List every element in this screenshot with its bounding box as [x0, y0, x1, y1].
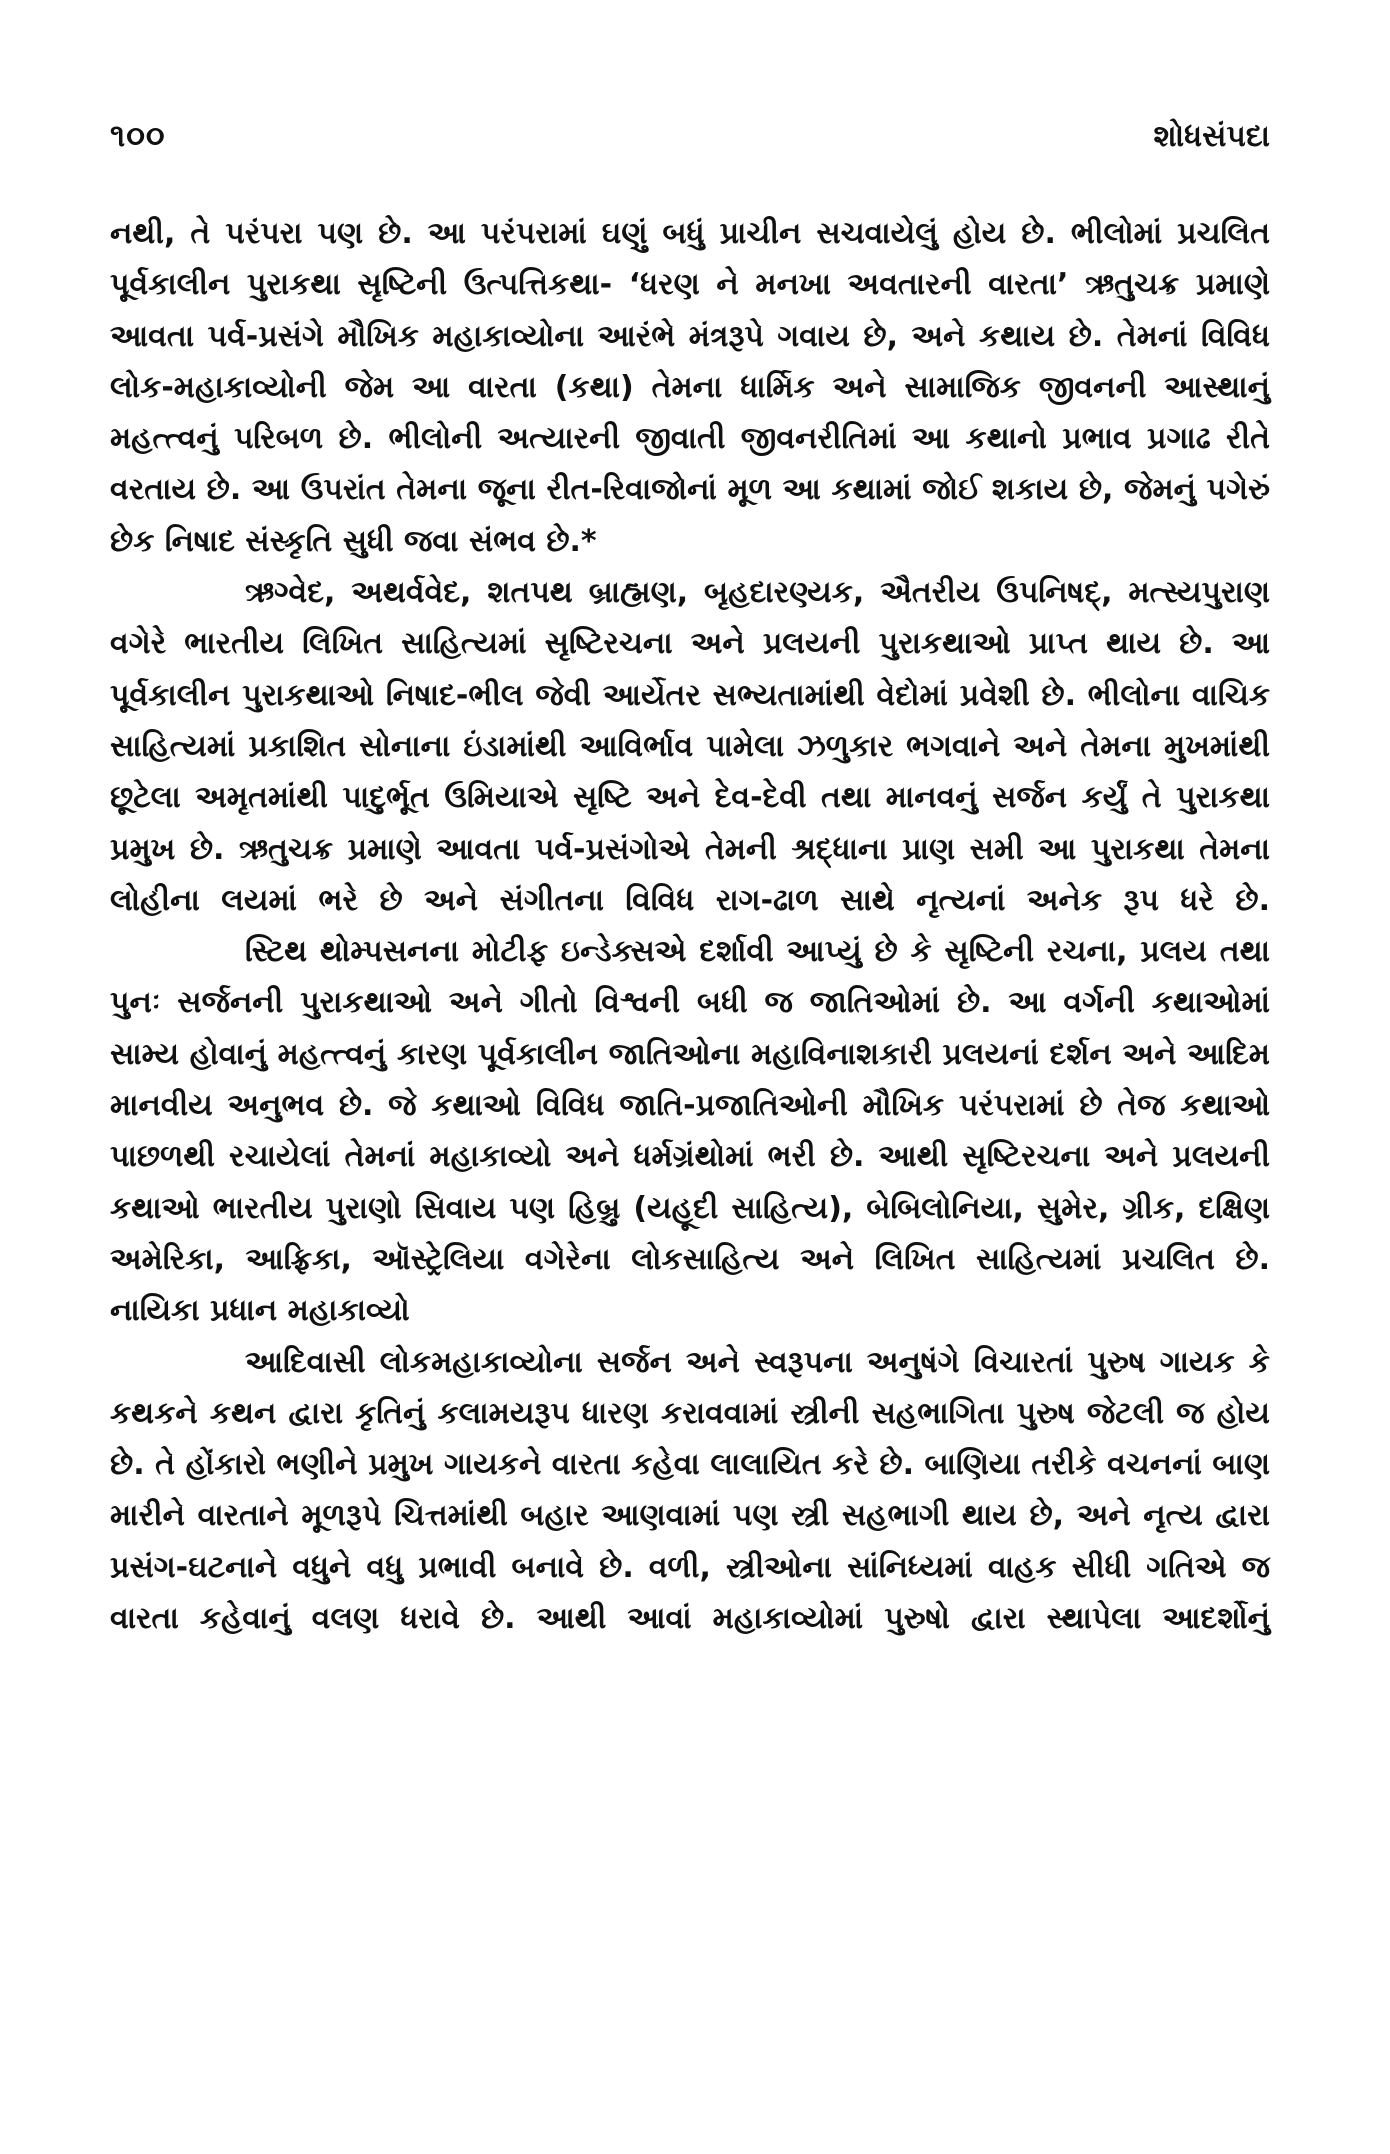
- page-number: ૧૦૦: [110, 118, 166, 154]
- paragraph-2: ઋગ્વેદ, અથર્વવેદ, શતપથ બ્રાહ્મણ, બૃહદારણ્યક, ઐતરીય ઉપનિષદ્, મત્સ્યપુરાણ વગેરે ભારતીય લિખિત સાહિત્યમાં સૃષ્ટિરચના અને પ્રલયની પુરાકથાઓ પ્રાપ્ત થાય છે. આ પૂર્વકાલીન પુરાકથાઓ નિષાદ-ભીલ જેવી આર્યેતર સભ્યતામાંથી વેદોમાં પ્રવેશી છે. ભીલોના વાચિક સાહિત્યમાં પ્રકાશિત સોનાના ઇંડામાંથી આવિર્ભાવ પામેલા ઝળુકાર ભગવાને અને તેમના મુખમાંથી છૂટેલા અમૃતમાંથી પાદુર્ભૂત ઉમિયાએ સૃષ્ટિ અને દેવ-દેવી તથા માનવનું સર્જન કર્યું તે પુરાકથા પ્રમુખ છે. ઋતુચક્ર પ્રમાણે આવતા પર્વ-પ્રસંગોએ તેમની શ્રદ્ધાના પ્રાણ સમી આ પુરાકથા તેમના લોહીના લયમાં ભરે છે અને સંગીતના વિવિધ રાગ-ઢાળ સાથે નૃત્યનાં અનેક રૂપ ધરે છે.: [110, 575, 1270, 918]
- section-heading: નાયિકા પ્રધાન મહાકાવ્યો: [110, 1293, 410, 1329]
- running-header: [110, 118, 1270, 178]
- book-page: [110, 118, 1270, 2108]
- body-text: [110, 208, 1270, 1644]
- section-paragraph: આદિવાસી લોકમહાકાવ્યોના સર્જન અને સ્વરૂપના અનુષંગે વિચારતાં પુરુષ ગાયક કે કથકને કથન દ્વારા કૃતિનું કલામયરૂપ ધારણ કરાવવામાં સ્ત્રીની સહભાગિતા પુરુષ જેટલી જ હોય છે. તે હોંકારો ભણીને પ્રમુખ ગાયકને વારતા કહેવા લાલાયિત કરે છે. બાણિયા તરીકે વચનનાં બાણ મારીને વારતાને મૂળરૂપે ચિત્તમાંથી બહાર આણવામાં પણ સ્ત્રી સહભાગી થાય છે, અને નૃત્ય દ્વારા પ્રસંગ-ઘટનાને વધુને વધુ પ્રભાવી બનાવે છે. વળી, સ્ત્રીઓના સાંનિધ્યમાં વાહક સીધી ગતિએ જ વારતા કહેવાનું વલણ ધરાવે છે. આથી આવાં મહાકાવ્યોમાં પુરુષો દ્વારા સ્થાપેલા આદર્શોનું: [110, 1344, 1270, 1637]
- running-title: શોધસંપદા: [1153, 119, 1270, 154]
- paragraph-1: નથી, તે પરંપરા પણ છે. આ પરંપરામાં ઘણું બધું પ્રાચીન સચવાયેલું હોય છે. ભીલોમાં પ્રચલિત પૂર્વકાલીન પુરાકથા સૃષ્ટિની ઉત્પત્તિકથા- ‘ધરણ ને મનખા અવતારની વારતા’ ઋતુચક્ર પ્રમાણે આવતા પર્વ-પ્રસંગે મૌખિક મહાકાવ્યોના આરંભે મંત્રરૂપે ગવાય છે, અને કથાય છે. તેમનાં વિવિધ લોક-મહાકાવ્યોની જેમ આ વારતા (કથા) તેમના ધાર્મિક અને સામાજિક જીવનની આસ્થાનું મહત્ત્વનું પરિબળ છે. ભીલોની અત્યારની જીવાતી જીવનરીતિમાં આ કથાનો પ્રભાવ પ્રગાઢ રીતે વરતાય છે. આ ઉપરાંત તેમના જૂના રીત-રિવાજોનાં મૂળ આ કથામાં જોઈ શકાય છે, જેમનું પગેરું છેક નિષાદ સંસ્કૃતિ સુધી જવા સંભવ છે.*: [110, 216, 1270, 559]
- paragraph-3: સ્ટિથ થોમ્પસનના મોટીફ ઇન્ડેક્સએ દર્શાવી આપ્યું છે કે સૃષ્ટિની રચના, પ્રલય તથા પુનઃ સર્જનની પુરાકથાઓ અને ગીતો વિશ્વની બધી જ જાતિઓમાં છે. આ વર્ગની કથાઓમાં સામ્ય હોવાનું મહત્ત્વનું કારણ પૂર્વકાલીન જાતિઓના મહાવિનાશકારી પ્રલયનાં દર્શન અને આદિમ માનવીય અનુભવ છે. જે કથાઓ વિવિધ જાતિ-પ્રજાતિઓની મૌખિક પરંપરામાં છે તેજ કથાઓ પાછળથી રચાયેલાં તેમનાં મહાકાવ્યો અને ધર્મગ્રંથોમાં ભરી છે. આથી સૃષ્ટિરચના અને પ્રલયની કથાઓ ભારતીય પુરાણો સિવાય પણ હિબ્રુ (યહૂદી સાહિત્ય), બેબિલોનિયા, સુમેર, ગ્રીક, દક્ષિણ અમેરિકા, આફ્રિકા, ઑસ્ટ્રેલિયા વગેરેના લોકસાહિત્ય અને લિખિત સાહિત્યમાં પ્રચલિત છે.: [110, 934, 1270, 1277]
